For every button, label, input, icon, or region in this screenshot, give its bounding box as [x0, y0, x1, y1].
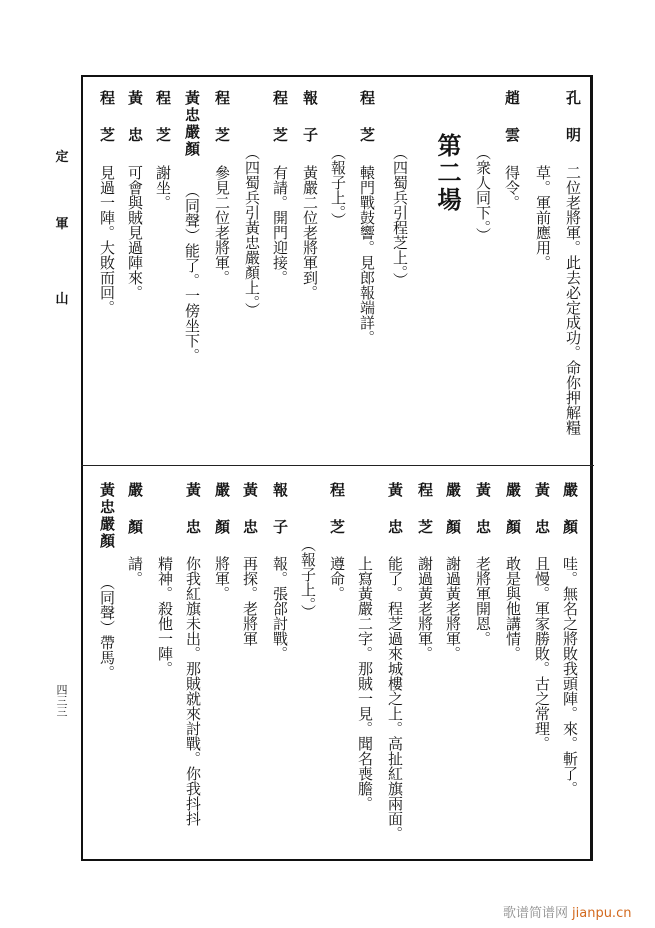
speaker-name: 程芝	[358, 90, 376, 164]
speaker-name: 程芝	[416, 482, 434, 556]
speaker-name: 程芝	[213, 90, 231, 164]
stage-direction: （報子上。）	[329, 145, 347, 228]
dialogue-text: 再探。老將軍	[241, 556, 259, 646]
dialogue-text: 哇。無名之將敗我頭陣。來。斬了。	[561, 556, 579, 796]
speaker-name: 嚴顏	[504, 482, 522, 556]
dialogue-text: 能了。程芝過來城樓之上。高扯紅旗兩面。	[386, 556, 404, 841]
speaker-name: 程芝	[98, 90, 116, 164]
section-divider	[81, 465, 594, 466]
speaker-name: 報子	[271, 482, 289, 556]
dialogue-text: 有請。開門迎接。	[271, 165, 289, 285]
scene-title: 第二場	[433, 133, 462, 214]
speaker-name: 嚴顏	[213, 482, 231, 556]
speaker-name: 黃忠	[241, 482, 259, 556]
dialogue-text: 黃嚴二位老將軍到。	[301, 165, 319, 300]
dialogue-text: 得令。	[503, 165, 521, 210]
stage-direction: （四蜀兵引黃忠嚴顏上。）	[243, 145, 261, 318]
dialogue-text: （同聲）能了。一傍坐下。	[183, 183, 201, 363]
speaker-name: 黃忠	[184, 482, 202, 556]
dialogue-text: 上寫黃嚴二字。那賊一見。聞名喪膽。	[356, 556, 374, 811]
watermark-site: 歌谱简谱网	[503, 906, 569, 921]
dialogue-text: 敢是與他講情。	[504, 556, 522, 661]
dialogue-text: 謝過黃老將軍。	[416, 556, 434, 661]
running-title-char: 山	[55, 292, 69, 307]
speaker-name: 程芝	[154, 90, 172, 164]
dialogue-text: 謝坐。	[154, 165, 172, 210]
speaker-name: 嚴顏	[126, 482, 144, 556]
speaker-name: 黃忠	[474, 482, 492, 556]
dialogue-text: 老將軍開恩。	[474, 556, 492, 646]
dialogue-text: 且慢。軍家勝敗。古之常理。	[533, 556, 551, 751]
stage-direction: （報子上。）	[299, 537, 317, 620]
dialogue-text: 見過一陣。大敗而回。	[98, 165, 116, 315]
stage-direction: （四蜀兵引程芝上。）	[391, 145, 409, 288]
dialogue-text: 參見二位老將軍。	[213, 165, 231, 285]
watermark	[503, 902, 631, 921]
dialogue-text: 二位老將軍。此去必定成功。命你押解糧	[564, 165, 582, 435]
speaker-name: 嚴顏	[561, 482, 579, 556]
dialogue-text: 草。軍前應用。	[534, 165, 552, 270]
speaker-name: 黃忠嚴顏	[98, 482, 116, 550]
speaker-name: 孔明	[564, 90, 582, 164]
speaker-name: 黃忠	[126, 90, 144, 164]
speaker-name: 嚴顏	[444, 482, 462, 556]
dialogue-text: 請。	[126, 556, 144, 586]
running-title-char: 軍	[55, 217, 69, 232]
speaker-name: 黃忠	[533, 482, 551, 556]
stage-direction: （衆人同下。）	[474, 145, 492, 243]
dialogue-text: 精神。殺他一陣。	[156, 556, 174, 676]
speaker-name: 程芝	[271, 90, 289, 164]
dialogue-text: 可會與賊見過陣來。	[126, 165, 144, 300]
dialogue-text: 報。張郃討戰。	[271, 556, 289, 661]
dialogue-text: 你我紅旗未出。那賊就來討戰。你我抖抖	[184, 556, 202, 826]
dialogue-text: 遵命。	[328, 556, 346, 601]
speaker-name: 程芝	[328, 482, 346, 556]
watermark-url: jianpu.cn	[572, 906, 632, 921]
dialogue-text: 將軍。	[213, 556, 231, 601]
dialogue-text: 轅門戰鼓響。見郎報端詳。	[358, 165, 376, 345]
running-title-char: 定	[55, 150, 69, 165]
speaker-name: 黃忠	[386, 482, 404, 556]
speaker-name: 黃忠嚴顏	[183, 90, 201, 158]
page-number: 四三三	[55, 684, 68, 717]
dialogue-text: （同聲）帶馬。	[98, 575, 116, 680]
speaker-name: 報子	[301, 90, 319, 164]
speaker-name: 趙雲	[503, 90, 521, 164]
dialogue-text: 謝過黃老將軍。	[444, 556, 462, 661]
